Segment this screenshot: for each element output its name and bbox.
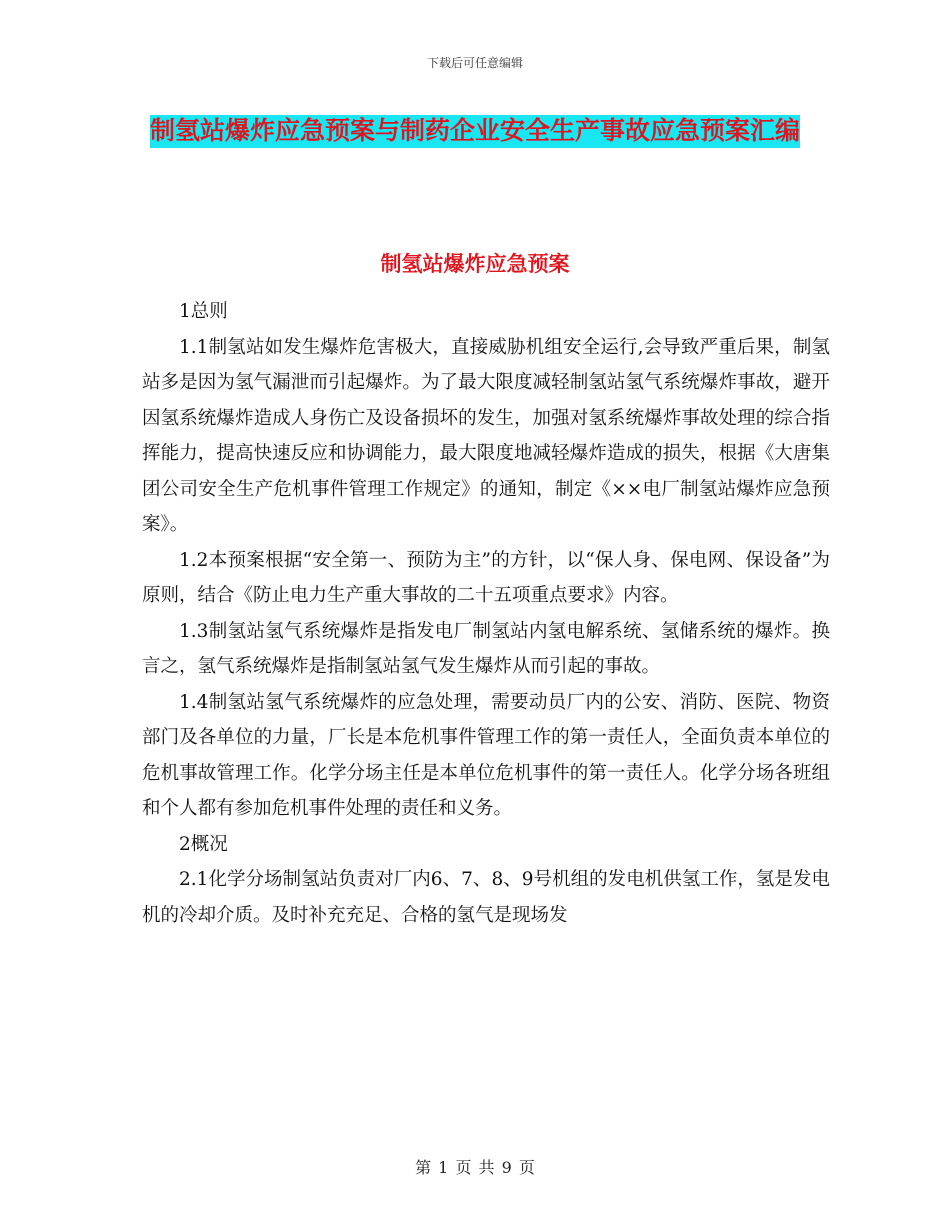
document-title <box>150 108 800 154</box>
body-text <box>142 294 830 933</box>
section-title: 制氢站爆炸应急预案 <box>380 252 570 276</box>
paragraph-general-heading: 1总则 <box>179 301 228 322</box>
document-title-text: 制氢站爆炸应急预案与制药企业安全生产事故应急预案汇编 <box>150 115 800 148</box>
paragraph-1-2: 1.2本预案根据“安全第一、预防为主”的方针，以“保人身、保电网、保设备”为原则，结合《防止电力生产重大事故的二十五项重点要求》内容。 <box>142 549 830 606</box>
header-note: 下载后可任意编辑 <box>426 56 523 70</box>
paragraph-overview-heading: 2概况 <box>179 833 228 855</box>
paragraph-1-4: 1.4制氢站氢气系统爆炸的应急处理，需要动员厂内的公安、消防、医院、物资部门及各单位的力量，厂长是本危机事件管理工作的第一责任人，全面负责本单位的危机事故管理工作。化学分场主任是本单位危机事件的第一责任人。化学分场各班组和个人都有参加危机事件处理的责任和义务。 <box>142 691 830 819</box>
paragraph-2-1: 2.1化学分场制氢站负责对厂内6、7、8、9号机组的发电机供氢工作，氢是发电机的冷却介质。及时补充充足、合格的氢气是现场发 <box>142 869 830 926</box>
paragraph-1-1: 1.1制氢站如发生爆炸危害极大，直接威胁机组安全运行,会导致严重后果，制氢站多是因为氢气漏泄而引起爆炸。为了最大限度减轻制氢站氢气系统爆炸事故，避开因氢系统爆炸造成人身伤亡及设备损坏的发生，加强对氢系统爆炸事故处理的综合指挥能力，提高快速反应和协调能力，最大限度地减轻爆炸造成的损失，根据《大唐集团公司安全生产危机事件管理工作规定》的通知，制定《××电厂制氢站爆炸应急预案》。 <box>142 336 830 535</box>
paragraph-1-3: 1.3制氢站氢气系统爆炸是指发电厂制氢站内氢电解系统、氢储系统的爆炸。换言之，氢气系统爆炸是指制氢站氢气发生爆炸从而引起的事故。 <box>142 620 830 677</box>
page-footer: 第 1 页 共 9 页 <box>415 1158 535 1177</box>
